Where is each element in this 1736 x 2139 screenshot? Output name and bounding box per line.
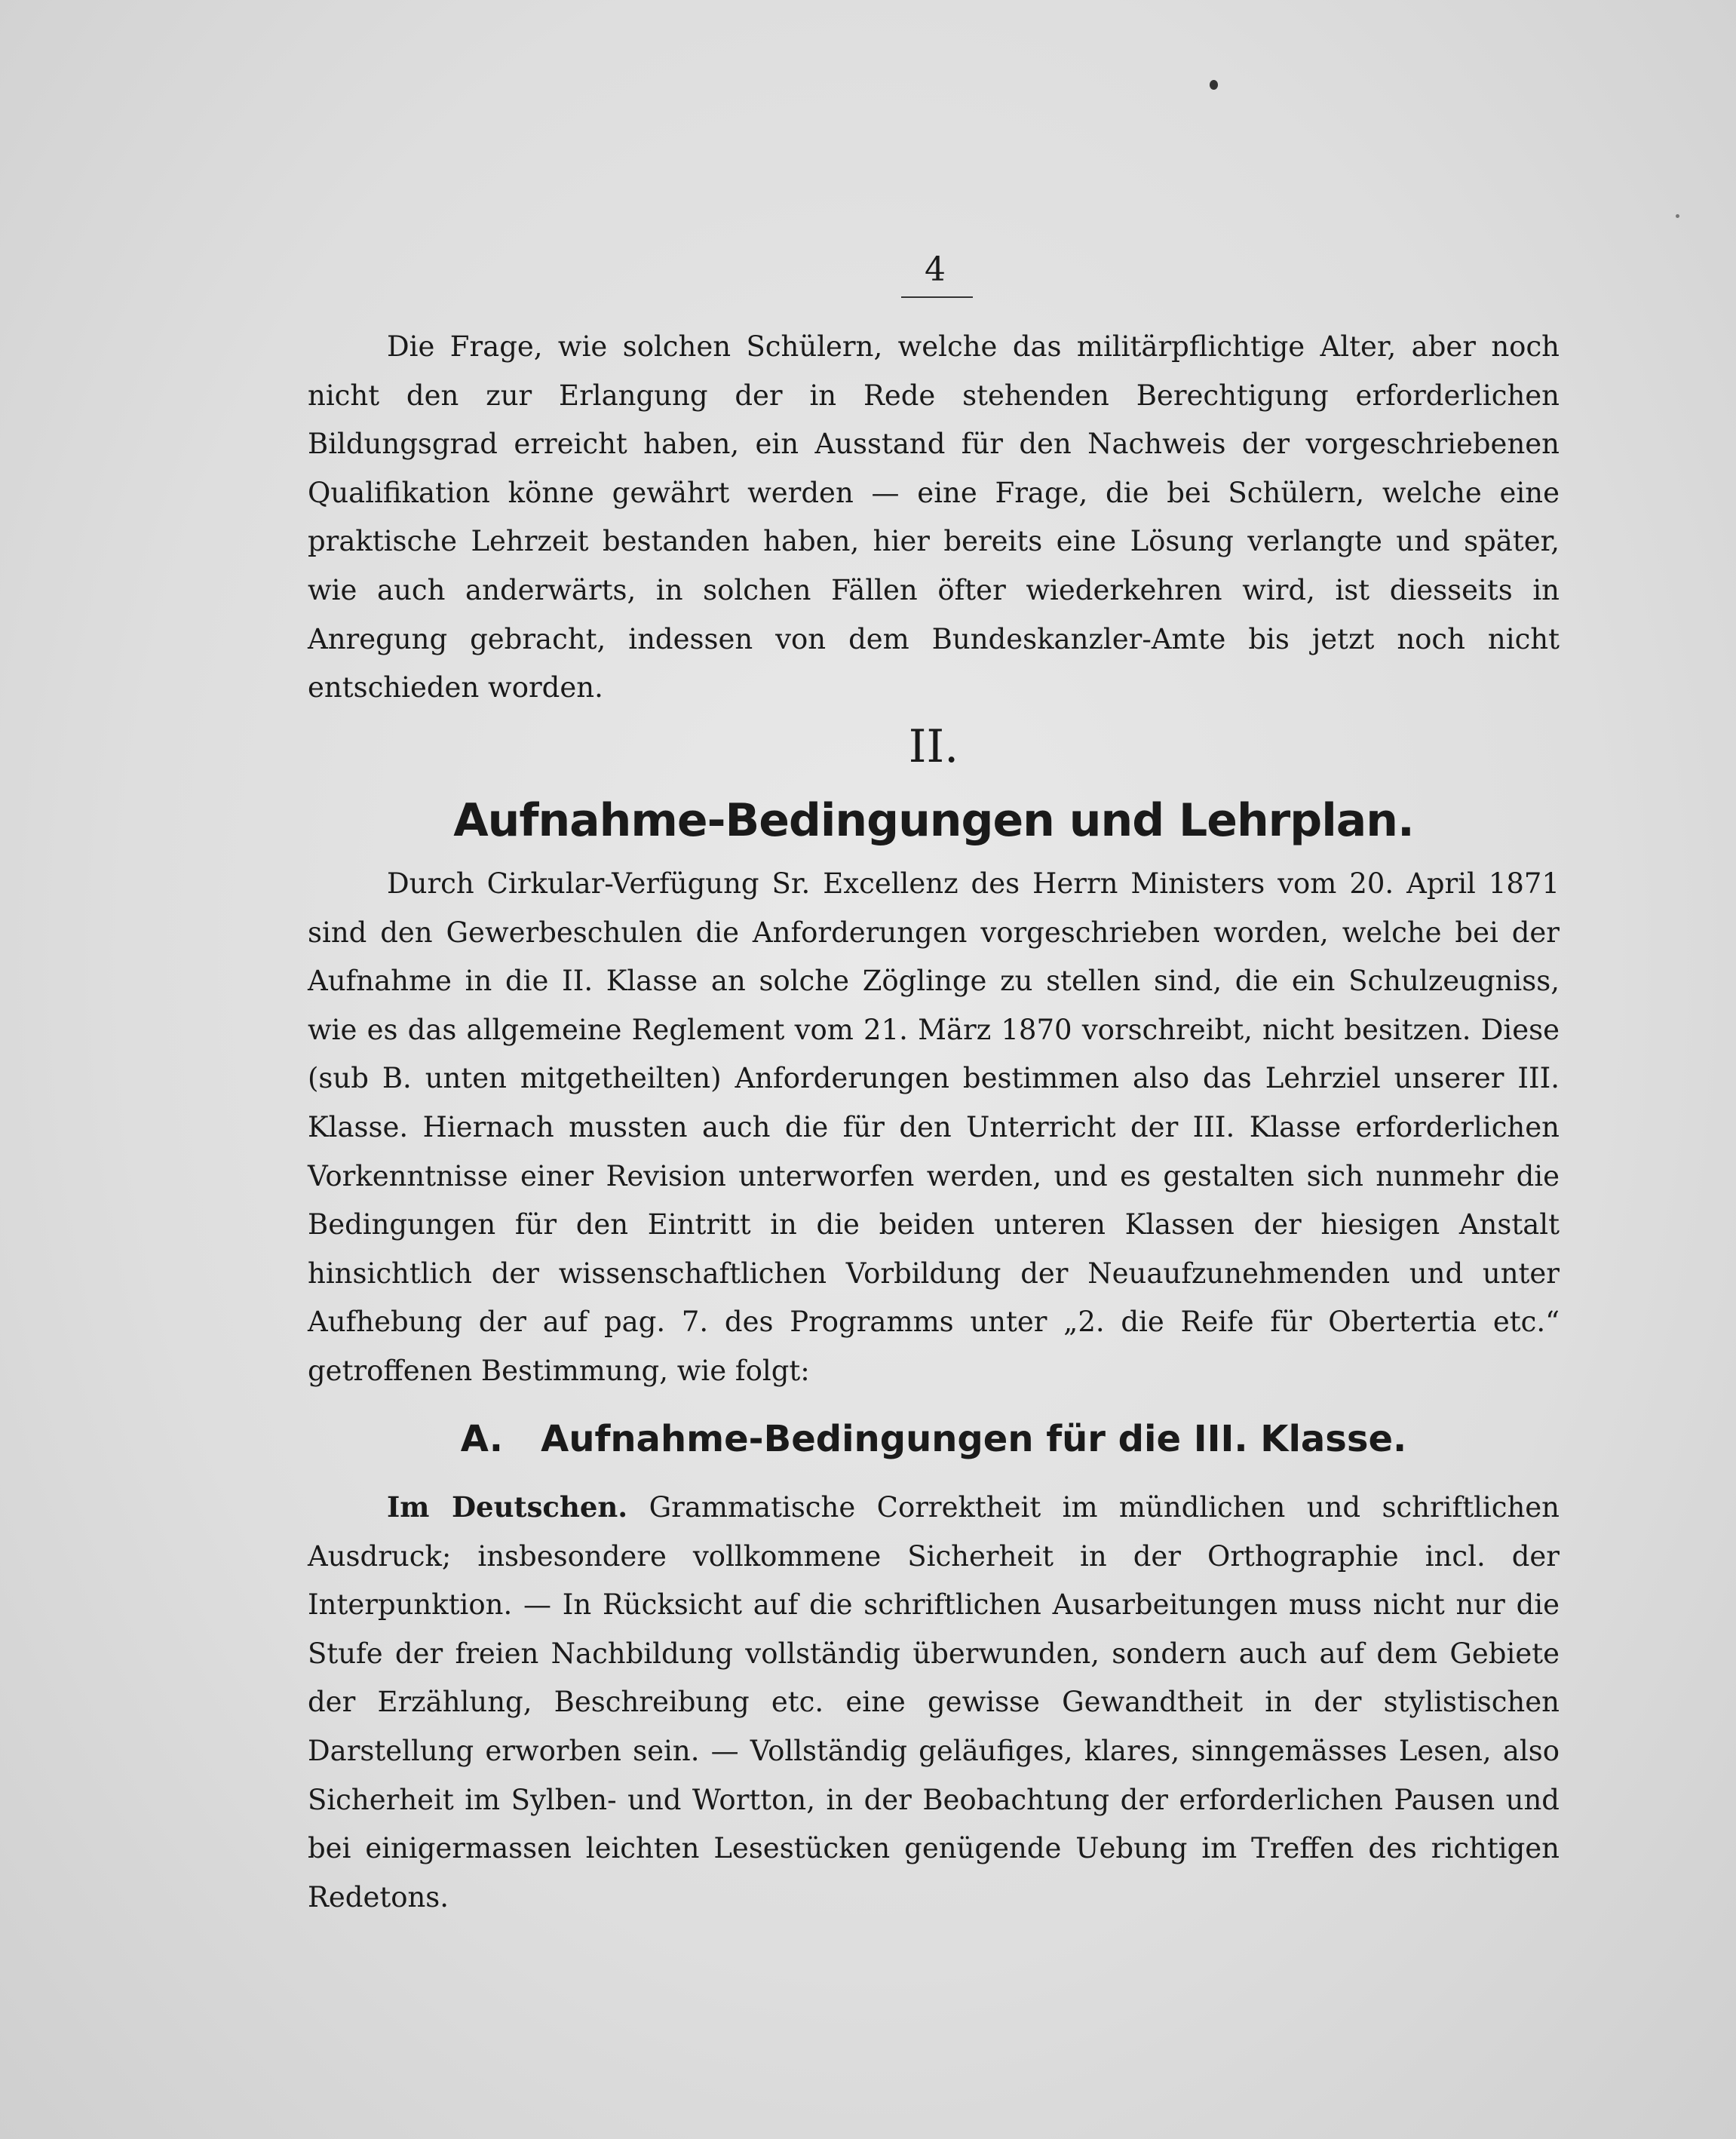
intro-paragraph: Die Frage, wie solchen Schülern, welche das militärpflichtige Alter, aber noch nicht den zur Erlangung der in Rede stehenden Berechtigung erforderlichen Bildungsgrad erreicht haben, ein Ausstand für den Nachweis der vorgeschriebenen Qualifikation könne gewährt werden — eine Frage, die bei Schülern, welche eine praktische Lehrzeit bestanden haben, hier bereits eine Lösung verlangte und später, wie auch anderwärts, in solchen Fällen öfter wiederkehren wird, ist diesseits in Anregung gebracht, indessen von dem Bundeskanzler-Amte bis jetzt noch nicht entschieden worden.: [308, 330, 1560, 704]
page-number: 4: [925, 250, 946, 289]
section-title: Aufnahme-Bedingungen und Lehrplan.: [453, 794, 1414, 847]
circular-paragraph-block: [308, 860, 1560, 1396]
subsection-title: A. Aufnahme-Bedingungen für die III. Klasse.: [460, 1418, 1407, 1460]
deutsch-body: Grammatische Correktheit im mündlichen und schriftlichen Ausdruck; insbesondere vollkommene Sicherheit in der Orthographie incl. der Interpunktion. — In Rücksicht auf die schriftlichen Ausarbeitungen muss nicht nur die Stufe der freien Nachbildung vollständig überwunden, sondern auch auf dem Gebiete der Erzählung, Beschreibung etc. eine gewisse Gewandtheit in der stylistischen Darstellung erworben sein. — Vollständig geläufiges, klares, sinngemässes Lesen, also Sicherheit im Sylben- und Wortton, in der Beobachtung der erforderlichen Pausen und bei einigermassen leichten Lesestücken genügende Uebung im Treffen des richtigen Redetons.: [308, 1491, 1560, 1913]
deutsch-lead: Im Deutschen.: [387, 1490, 628, 1524]
deutsch-paragraph: [308, 1483, 1560, 1922]
deutsch-paragraph-block: [308, 1483, 1560, 1922]
circular-paragraph: Durch Cirkular-Verfügung Sr. Excellenz des Herrn Ministers vom 20. April 1871 sind den Gewerbeschulen die Anforderungen vorgeschrieben worden, welche bei der Aufnahme in die II. Klasse an solche Zöglinge zu stellen sind, die ein Schulzeugniss, wie es das allgemeine Reglement vom 21. März 1870 vorschreibt, nicht besitzen. Diese (sub B. unten mitgetheilten) Anforderungen bestimmen also das Lehrziel unserer III. Klasse. Hiernach mussten auch die für den Unterricht der III. Klasse erforderlichen Vorkenntnisse einer Revision unterworfen werden, und es gestalten sich nunmehr die Bedingungen für den Eintritt in die beiden unteren Klassen der hiesigen Anstalt hinsichtlich der wissenschaftlichen Vorbildung der Neuaufzunehmenden und unter Aufhebung der auf pag. 7. des Programms unter „2. die Reife für Obertertia etc.“ getroffenen Bestimmung, wie folgt:: [308, 867, 1560, 1387]
ink-speck: [1210, 80, 1218, 90]
ink-speck: [1676, 214, 1679, 218]
section-number: II.: [908, 720, 959, 773]
intro-paragraph-block: [308, 323, 1560, 713]
page-number-rule: [901, 296, 973, 298]
